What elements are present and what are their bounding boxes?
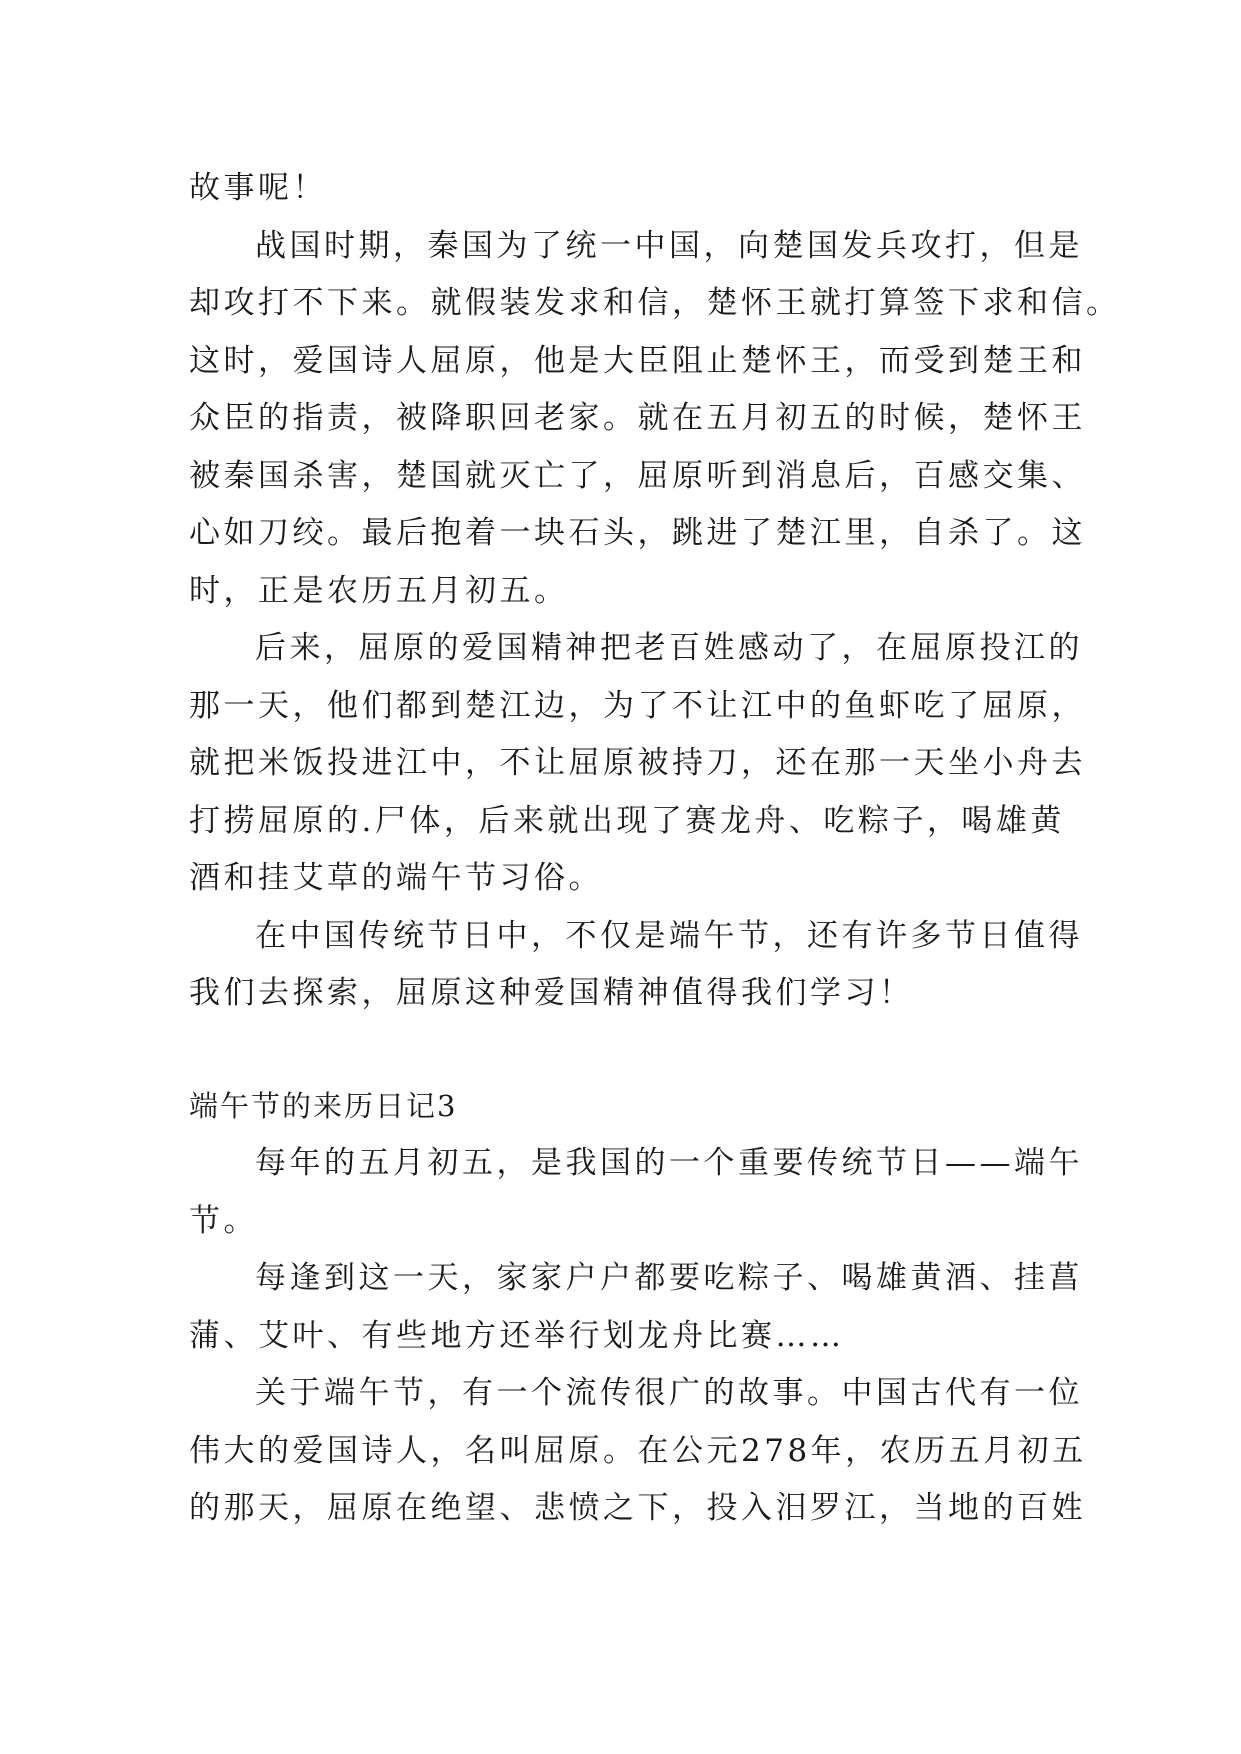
text-line: 就把米饭投进江中，不让屈原被持刀，还在那一天坐小舟去	[189, 745, 1086, 781]
section-gap	[189, 1023, 1055, 1078]
text-line: 的那天，屈原在绝望、悲愤之下，投入汨罗江，当地的百姓	[189, 1490, 1086, 1526]
text-line: 节。	[189, 1202, 258, 1239]
document-body	[189, 160, 1121, 1538]
text-line: 我们去探索，屈原这种爱国精神值得我们学习！	[189, 975, 914, 1011]
text-line: 众臣的指责，被降职回老家。就在五月初五的时候，楚怀王	[189, 400, 1086, 436]
paragraph-start-line: 在中国传统节日中，不仅是端午节，还有许多节日值得	[255, 917, 1083, 954]
text-line: 被秦国杀害，楚国就灭亡了，屈原听到消息后，百感交集、	[189, 457, 1086, 494]
paragraph-start-line: 每年的五月初五，是我国的一个重要传统节日——端午	[255, 1145, 1083, 1181]
text-line: 伟大的爱国诗人，名叫屈原。在公元278年，农历五月初五	[189, 1432, 1087, 1469]
text-line: 酒和挂艾草的端午节习俗。	[189, 860, 603, 896]
text-line: 蒲、艾叶、有些地方还举行划龙舟比赛……	[189, 1317, 845, 1354]
text-line: 故事呢！	[189, 170, 327, 206]
paragraph-start-line: 战国时期，秦国为了统一中国，向楚国发兵攻打，但是	[255, 227, 1083, 264]
text-line: 却攻打不下来。就假装发求和信，楚怀王就打算签下求和信。	[189, 285, 1121, 321]
text-line: 这时，爱国诗人屈原，他是大臣阻止楚怀王，而受到楚王和	[189, 342, 1086, 379]
paragraph-start-line: 关于端午节，有一个流传很广的故事。中国古代有一位	[255, 1375, 1083, 1411]
paragraph-start-line: 后来，屈原的爱国精神把老百姓感动了，在屈原投江的	[255, 630, 1083, 666]
text-line: 心如刀绞。最后抱着一块石头，跳进了楚江里，自杀了。这	[189, 515, 1086, 551]
text-line: 那一天，他们都到楚江边，为了不让江中的鱼虾吃了屈原，	[189, 687, 1086, 724]
text-line: 时，正是农历五月初五。	[189, 572, 569, 609]
text-line: 打捞屈原的.尸体，后来就出现了赛龙舟、吃粽子，喝雄黄	[189, 802, 1065, 839]
paragraph-start-line: 每逢到这一天，家家户户都要吃粽子、喝雄黄酒、挂菖	[255, 1260, 1083, 1296]
section-heading: 端午节的来历日记3	[189, 1088, 458, 1123]
